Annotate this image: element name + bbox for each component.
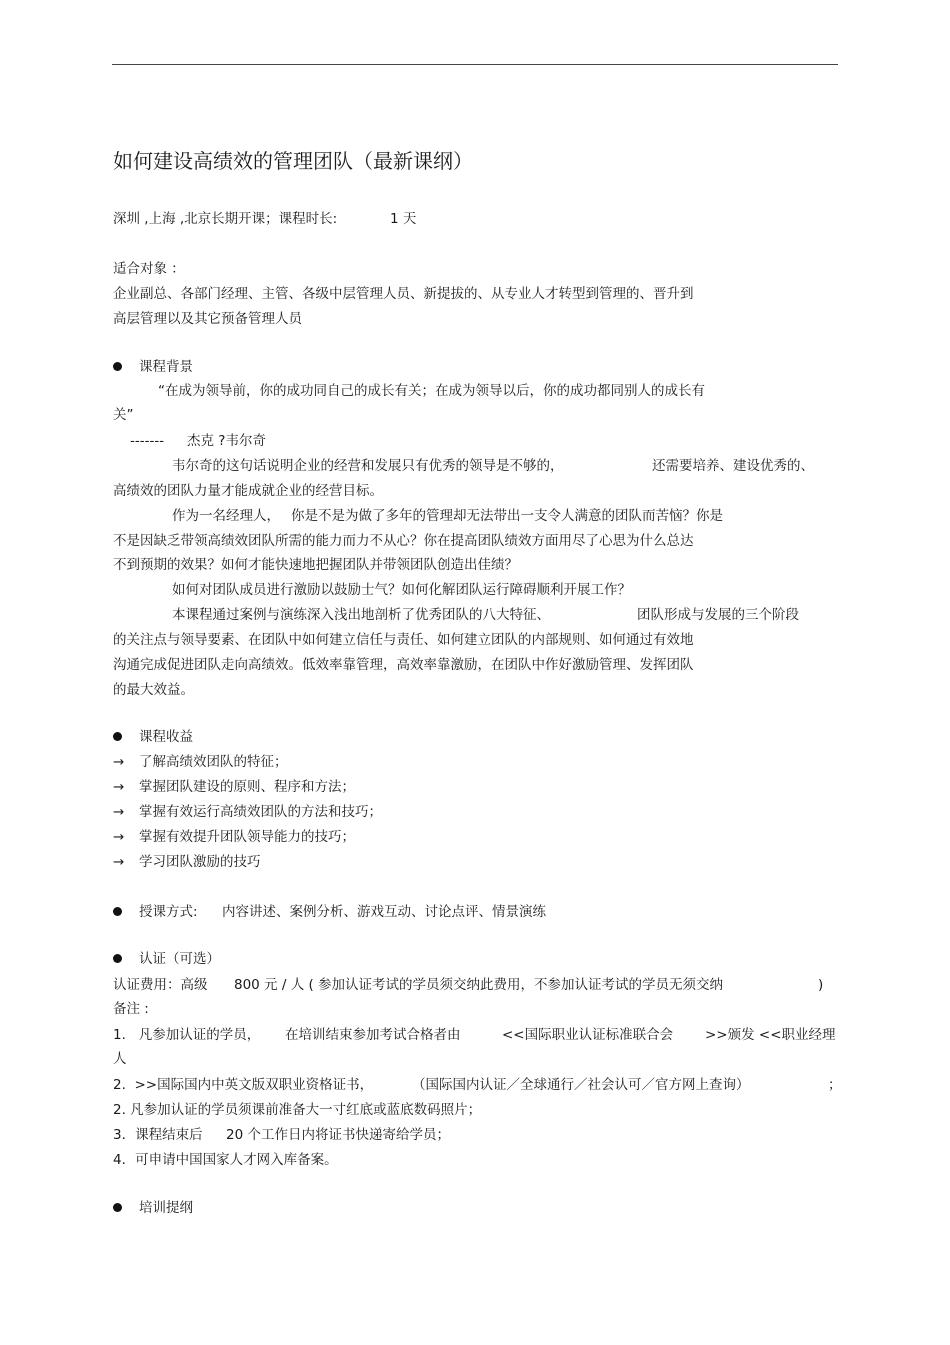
bullet-icon bbox=[113, 732, 122, 741]
quote-dash: ------- bbox=[130, 433, 165, 449]
bullet-icon bbox=[113, 362, 122, 371]
para-2c: 不是因缺乏带领高绩效团队所需的能力而力不从心？你在提高团队绩效方面用尽了心思为什么总达 bbox=[113, 533, 694, 549]
note-1d: >>颁发 <<职业经理 bbox=[705, 1027, 836, 1043]
note-4a: 3．课程结束后 bbox=[113, 1127, 203, 1143]
para-1a: 韦尔奇的这句话说明企业的经营和发展只有优秀的领导是不够的， bbox=[172, 458, 564, 474]
para-4c: 的关注点与领导要素、在团队中如何建立信任与责任、如何建立团队的内部规则、如何通过有效地 bbox=[113, 632, 694, 648]
audience-line-2: 高层管理以及其它预备管理人员 bbox=[113, 311, 302, 327]
arrow-icon: → bbox=[113, 754, 125, 770]
bullet-icon bbox=[113, 1203, 122, 1212]
cert-fee-text: 800 元 / 人 ( 参加认证考试的学员须交纳此费用，不参加认证考试的学员无须交纳 bbox=[234, 977, 724, 993]
outline-heading: 培训提纲 bbox=[139, 1200, 193, 1216]
note-4b: 20 个工作日内将证书快递寄给学员； bbox=[226, 1127, 450, 1143]
benefit-item: 学习团队激励的技巧 bbox=[139, 854, 261, 870]
audience-line-1: 企业副总、各部门经理、主管、各级中层管理人员、新提拔的、从专业人才转型到管理的、晋升到 bbox=[113, 286, 694, 302]
note-3: 2. 凡参加认证的学员须课前准备大一寸红底或蓝底数码照片； bbox=[113, 1102, 482, 1118]
arrow-icon: → bbox=[113, 829, 125, 845]
benefit-item: 掌握团队建设的原则、程序和方法； bbox=[139, 779, 355, 795]
para-1b: 还需要培养、建设优秀的、 bbox=[652, 458, 814, 474]
note-5: 4．可申请中国国家人才网入库备案。 bbox=[113, 1152, 338, 1168]
note-2a: 2. >>国际国内中英文版双职业资格证书， bbox=[113, 1077, 374, 1093]
para-4e: 的最大效益。 bbox=[113, 682, 194, 698]
cert-fee-label: 认证费用：高级 bbox=[113, 977, 208, 993]
para-4a: 本课程通过案例与演练深入浅出地剖析了优秀团队的八大特征、 bbox=[172, 607, 550, 623]
para-4d: 沟通完成促进团队走向高绩效。低效率靠管理，高效率靠激励，在团队中作好激励管理、发挥团队 bbox=[113, 657, 694, 673]
quote-author: 杰克 ?韦尔奇 bbox=[187, 433, 266, 449]
quote-line-1: “在成为领导前，你的成功同自己的成长有关；在成为领导以后，你的成功都同别人的成长有 bbox=[158, 383, 705, 399]
para-3: 如何对团队成员进行激励以鼓励士气？如何化解团队运行障碍顺利开展工作？ bbox=[172, 582, 631, 598]
note-1a: 1. 凡参加认证的学员， bbox=[113, 1027, 261, 1043]
schedule-duration: 1 天 bbox=[390, 211, 417, 227]
para-2a: 作为一名经理人， bbox=[172, 508, 280, 524]
benefit-item: 掌握有效运行高绩效团队的方法和技巧； bbox=[139, 804, 382, 820]
bullet-icon bbox=[113, 907, 122, 916]
method-label: 授课方式: bbox=[139, 904, 198, 920]
arrow-icon: → bbox=[113, 804, 125, 820]
bullet-icon bbox=[113, 954, 122, 963]
schedule-text: 深圳 ,上海 ,北京长期开课；课程时长: bbox=[113, 211, 338, 227]
benefit-item: 掌握有效提升团队领导能力的技巧； bbox=[139, 829, 355, 845]
page-title: 如何建设高绩效的管理团队（最新课纲） bbox=[113, 149, 473, 173]
arrow-icon: → bbox=[113, 854, 125, 870]
note-1e: 人 bbox=[113, 1051, 127, 1067]
benefits-heading: 课程收益 bbox=[139, 729, 193, 745]
note-1c: <<国际职业认证标准联合会 bbox=[502, 1027, 674, 1043]
method-value: 内容讲述、案例分析、游戏互动、讨论点评、情景演练 bbox=[222, 904, 546, 920]
cert-heading: 认证（可选） bbox=[139, 951, 220, 967]
cert-remark: 备注 : bbox=[113, 1001, 149, 1017]
para-4b: 团队形成与发展的三个阶段 bbox=[637, 607, 799, 623]
quote-line-2: 关” bbox=[113, 407, 134, 423]
para-2d: 不到预期的效果？如何才能快速地把握团队并带领团队创造出佳绩？ bbox=[113, 557, 518, 573]
para-2b: 你是不是为做了多年的管理却无法带出一支令人满意的团队而苦恼？你是 bbox=[291, 508, 723, 524]
arrow-icon: → bbox=[113, 779, 125, 795]
note-2b: （国际国内认证／全球通行／社会认可／官方网上查询） bbox=[412, 1077, 750, 1093]
benefit-item: 了解高绩效团队的特征； bbox=[139, 754, 288, 770]
audience-label: 适合对象 ： bbox=[113, 261, 185, 277]
note-1b: 在培训结束参加考试合格者由 bbox=[285, 1027, 461, 1043]
note-2c: ； bbox=[828, 1077, 842, 1093]
cert-fee-close: ) bbox=[818, 977, 824, 993]
background-heading: 课程背景 bbox=[139, 359, 193, 375]
header-rule bbox=[112, 64, 838, 65]
para-1c: 高绩效的团队力量才能成就企业的经营目标。 bbox=[113, 483, 383, 499]
